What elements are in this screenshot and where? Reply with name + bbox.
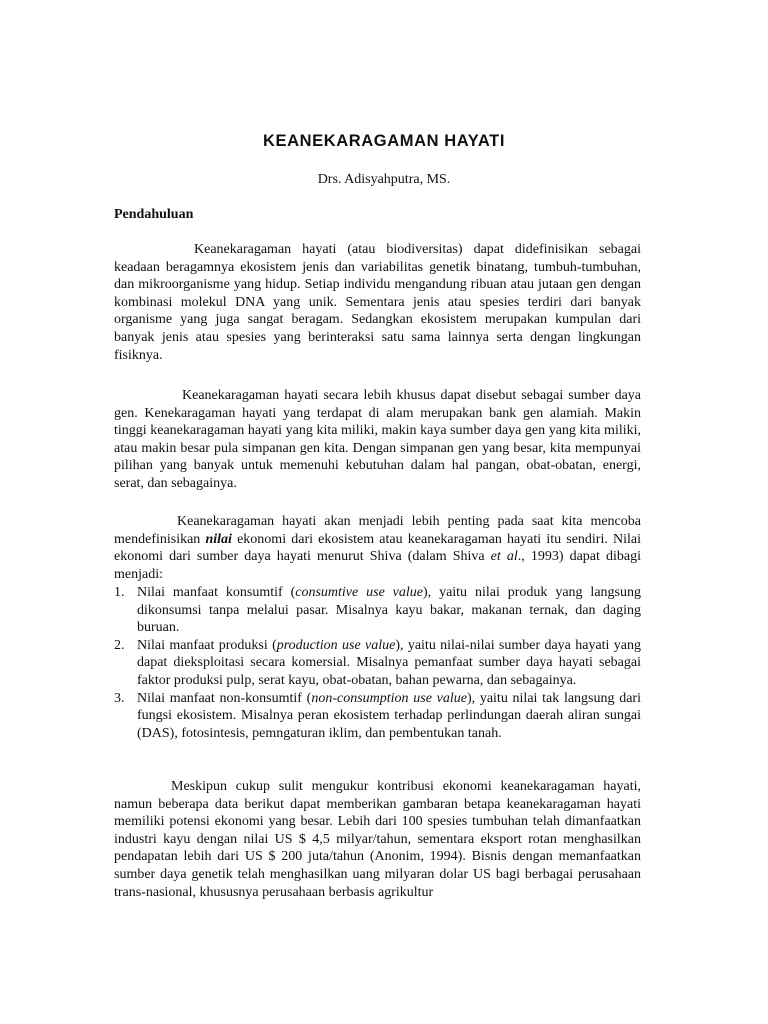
section-heading: Pendahuluan xyxy=(114,207,194,222)
paragraph-intro: Keanekaragaman hayati (atau biodiversitas) dapat didefinisikan sebagai keadaan beragamnya ekosistem jenis dan variabilitas genetik binatang, tumbuh-tumbuhan, dan mikroorganisme yang hidup. Setiap individu mengandung ribuan atau jutaan gen dengan kombinasi molekul DNA yang unik. Sementara jenis atau spesies terdiri dari banyak organisme yang juga sangat beragam. Sedangkan ekosistem merupakan kumpulan dari banyak jenis atau spesies yang berinteraksi satu sama lainnya serta dengan lingkungan fisiknya. xyxy=(114,242,641,363)
list-number: 3. xyxy=(114,690,125,706)
list-item xyxy=(114,690,641,743)
paragraph-text: Keanekaragaman hayati akan menjadi lebih penting pada saat kita mencoba mendefinisikan xyxy=(114,514,641,547)
list-text: ), yaitu nilai-nilai sumber daya hayati yang dapat dieksploitasi secara komersial. Misalnya pemanfaat sumber daya hayati sebagai faktor produksi pulp, serat kayu, obat-obatan, bahan pewarna, dan sebagainya. xyxy=(137,637,641,688)
list-term: consumtive use value xyxy=(295,585,423,600)
list-item xyxy=(114,637,641,690)
list-item xyxy=(114,584,641,637)
list-text: ), yaitu nilai tak langsung dari fungsi ekosistem. Misalnya peran ekosistem terhadap perlindungan daerah aliran sungai (DAS), fotosintesis, pemngaturan iklim, dan pembentukan tanah. xyxy=(137,690,641,741)
list-number: 2. xyxy=(114,637,125,653)
list-text: Nilai manfaat non-konsumtif ( xyxy=(137,690,312,706)
list-text: Nilai manfaat konsumtif ( xyxy=(137,585,296,600)
list-term: non-consumption use value xyxy=(311,690,467,706)
paragraph-gene-resources: Keanekaragaman hayati secara lebih khusus dapat disebut sebagai sumber daya gen. Kenekaragaman hayati yang terdapat di alam merupakan bank gen alamiah. Makin tinggi keanekaragaman hayati yang kita miliki, makin kaya sumber daya gen yang kita miliki, atau makin besar pula simpanan gen kita. Dengan simpanan gen yang besar, kita mempunyai pilihan yang banyak untuk memenuhi kebutuhan dalam hal pangan, obat-obatan, energi, serat, dan sebagainya. xyxy=(114,388,641,491)
paragraph-text: ekonomi dari ekosistem atau keanekaragaman hayati itu sendiri. Nilai ekonomi dari sumber daya hayati menurut Shiva (dalam Shiva xyxy=(114,531,642,565)
list-text: Nilai manfaat produksi ( xyxy=(137,637,277,653)
value-list xyxy=(114,584,641,742)
paragraph-economic-data: Meskipun cukup sulit mengukur kontribusi ekonomi keanekaragaman hayati, namun beberapa data berikut dapat memberikan gambaran betapa keanekaragaman hayati memiliki potensi ekonomi yang besar. Lebih dari 100 spesies tumbuhan telah dimanfaatkan industri kayu dengan nilai US $ 4,5 milyar/tahun, sementara eksport rotan menghasilkan pendapatan lebih dari US $ 200 juta/tahun (Anonim, 1994). Bisnis dengan memanfaatkan sumber daya genetik telah menghasilkan uang milyaran dolar US bagi berbagai perusahaan trans-nasional, khususnya perusahaan berbasis agrikultur xyxy=(114,779,641,900)
document-title: KEANEKARAGAMAN HAYATI xyxy=(262,132,506,150)
author-name: Drs. Adisyahputra, MS. xyxy=(317,172,451,187)
list-number: 1. xyxy=(114,585,125,600)
list-term: production use value xyxy=(276,637,396,653)
paragraph-economic-value xyxy=(114,513,641,583)
citation-etal: et al xyxy=(490,549,518,565)
list-text: ), yaitu nilai produk yang langsung dikonsumsi tanpa melalui pasar. Misalnya kayu bakar, makanan ternak, dan daging buruan. xyxy=(137,585,641,636)
emphasis-nilai: nilai xyxy=(205,531,232,547)
paragraph-text: ., 1993) dapat dibagi menjadi: xyxy=(114,549,641,582)
